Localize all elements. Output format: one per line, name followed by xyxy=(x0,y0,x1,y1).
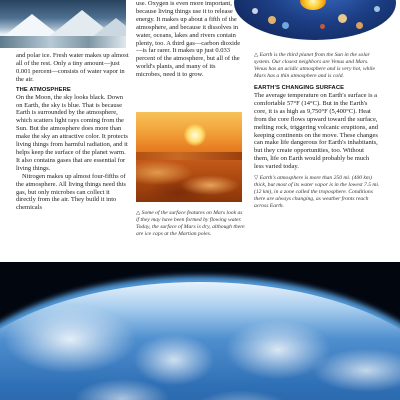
planet-icon xyxy=(282,22,289,29)
planet-icon xyxy=(268,16,276,24)
mars-surface-photo xyxy=(136,112,242,202)
mars-caption xyxy=(136,210,246,238)
column-3 xyxy=(254,52,380,210)
heading-changing-surface: EARTH'S CHANGING SURFACE xyxy=(254,85,345,91)
body-text-water: and polar ice. Fresh water makes up almost all of the rest. Only a tiny amount—just 0.001 percent—consists of water vapor in the air. xyxy=(16,52,129,83)
planet-icon xyxy=(338,14,347,23)
body-text-gases: use. Oxygen is even more important, because living things use it to release energy. It makes up about a fifth of the atmosphere, and because it dissolves in water, oceans, lakes and rivers contain plenty, too. A third gas—carbon dioxide—is far rarer. It makes up just 0.033 percent of the atmosphere, but all of the world's plants, and many of its microbes, need it to grow. xyxy=(136,0,241,79)
planet-icon xyxy=(320,24,325,29)
earth-atmosphere-photo xyxy=(0,262,400,400)
solar-caption-text: Earth is the third planet from the Sun in the solar system. Our closest neighbors are Venus and Mars. Venus has an acidic atmosphere and is very hot, while Mars has a thin atmosphere and is cold. xyxy=(254,52,375,79)
solar-caption xyxy=(254,52,380,80)
planet-icon xyxy=(252,8,258,14)
glacier-photo xyxy=(0,0,126,48)
planet-icon xyxy=(356,22,363,29)
caption-marker-up-icon: △ xyxy=(254,52,259,58)
mars-caption-text: Some of the surface features on Mars look as if they may have been formed by flowing water. Today, the surface of Mars is dry, although there are ice caps at the Martian poles. xyxy=(136,210,245,237)
heading-atmosphere: THE ATMOSPHERE xyxy=(16,86,71,93)
body-text-atmosphere-1: On the Moon, the sky looks black. Down on Earth, the sky is blue. That is because Earth is surrounded by the atmosphere, which scatters light rays coming from the Sun. But the atmosphere does more than make the sky an attractive color. It protects living things from harmful radiation, and it helps keep the surface of the planet warm. It also contains gases that are essential for living things. xyxy=(16,93,128,172)
atmosphere-caption-text: Earth's atmosphere is more than 250 mi. (400 km) thick, but most of its water vapor is in the lowest 7.5 mi. (12 km), in a zone called the troposphere. Conditions there are always changing, as weather fronts reach across Earth. xyxy=(254,175,380,210)
column-2 xyxy=(136,0,242,79)
solar-system-illustration xyxy=(234,0,400,42)
planet-icon xyxy=(374,6,380,12)
body-text-atmosphere-2: Nitrogen makes up almost four-fifths of the atmosphere. All living things need this gas, but only microbes can collect it directly from the air. They build it into chemicals xyxy=(16,172,126,212)
body-text-changing-surface: The average temperature on Earth's surface is a comfortable 57°F (14°C). But in the Earth's core, it is as high as 9,750°F (5,400°C). Heat from the core flows upward toward the surface, melting rock, triggering volcanic eruptions, and keeping continents on the move. These changes can make life dangerous for Earth's inhabitants, but they create opportunities, too. Without them, life on Earth would probably be much less varied today. xyxy=(254,92,379,171)
caption-marker-up-icon: △ xyxy=(136,210,141,216)
column-1 xyxy=(16,52,130,212)
caption-marker-down-icon: ▽ xyxy=(254,175,259,182)
atmosphere-caption xyxy=(254,175,380,210)
